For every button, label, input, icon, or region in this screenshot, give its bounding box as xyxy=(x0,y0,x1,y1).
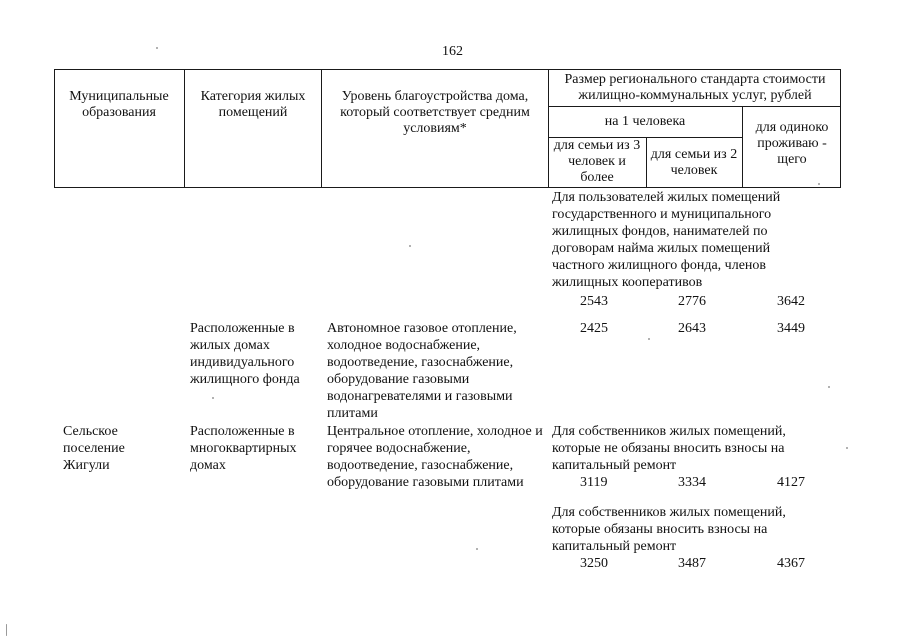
scan-speck xyxy=(818,183,820,185)
header-per-person: на 1 человека xyxy=(604,114,686,129)
scan-speck xyxy=(409,245,411,247)
note-owners-obliged: Для собственников жилых помещений, которые обязаны вносить взносы на капитальный ремонт xyxy=(552,505,786,554)
scan-speck xyxy=(648,338,650,340)
header-col-divider-3 xyxy=(548,69,549,188)
note-owners-not-obliged: Для собственников жилых помещений, которые не обязаны вносить взносы на капитальный ремонт xyxy=(552,424,786,473)
municipality-zhiguli: Сельское поселение Жигули xyxy=(63,424,125,473)
scan-speck xyxy=(476,548,478,550)
scan-speck xyxy=(212,397,214,399)
value-family3: 3250 xyxy=(580,556,608,571)
scan-speck xyxy=(6,624,7,636)
header-single: для одиноко проживаю - щего xyxy=(755,120,829,167)
value-single: 3642 xyxy=(777,294,805,309)
level-central-heating: Центральное отопление, холодное и горячее водоснабжение, водоотведение, газоснабжение, оборудование газовыми плитами xyxy=(327,424,543,490)
note-tenants: Для пользователей жилых помещений государственного и муниципального жилищных фондов, нанимателей по договорам найма жилых помещений частного жилищного фонда, членов жилищных кооперативов xyxy=(552,190,781,290)
header-bottom-border xyxy=(54,187,841,188)
header-col-divider-4 xyxy=(646,137,647,188)
level-autonomous-gas: Автономное газовое отопление, холодное водоснабжение, водоотведение, газоснабжение, оборудование газовыми водонагревателями и газовыми плитами xyxy=(327,321,517,421)
header-col-divider-5 xyxy=(742,106,743,188)
page-number: 162 xyxy=(442,44,463,59)
value-family2: 3487 xyxy=(678,556,706,571)
header-municipality: Муниципальные образования xyxy=(69,89,169,120)
header-comfort-level: Уровень благоустройства дома, который соответствует средним условиям* xyxy=(340,89,530,136)
header-right-border xyxy=(840,69,841,188)
value-family2: 2776 xyxy=(678,294,706,309)
value-family3: 2425 xyxy=(580,321,608,336)
table-header xyxy=(54,69,841,188)
value-family2: 2643 xyxy=(678,321,706,336)
category-individual-houses: Расположенные в жилых домах индивидуального жилищного фонда xyxy=(190,321,300,387)
value-family3: 2543 xyxy=(580,294,608,309)
scan-speck xyxy=(156,47,158,49)
header-family-3: для семьи из 3 человек и более xyxy=(553,138,641,185)
header-top-border xyxy=(54,69,841,70)
scan-speck xyxy=(846,447,848,449)
header-col-divider-2 xyxy=(321,69,322,188)
header-col-divider-1 xyxy=(184,69,185,188)
value-single: 4367 xyxy=(777,556,805,571)
value-single: 3449 xyxy=(777,321,805,336)
category-apartment-buildings: Расположенные в многоквартирных домах xyxy=(190,424,297,473)
header-category: Категория жилых помещений xyxy=(200,89,306,120)
header-family-2: для семьи из 2 человек xyxy=(650,147,738,178)
value-single: 4127 xyxy=(777,475,805,490)
header-left-border xyxy=(54,69,55,188)
header-standard-size: Размер регионального стандарта стоимости жилищно-коммунальных услуг, рублей xyxy=(564,72,826,103)
header-size-divider xyxy=(548,106,841,107)
scan-speck xyxy=(828,386,830,388)
value-family2: 3334 xyxy=(678,475,706,490)
value-family3: 3119 xyxy=(580,475,608,490)
